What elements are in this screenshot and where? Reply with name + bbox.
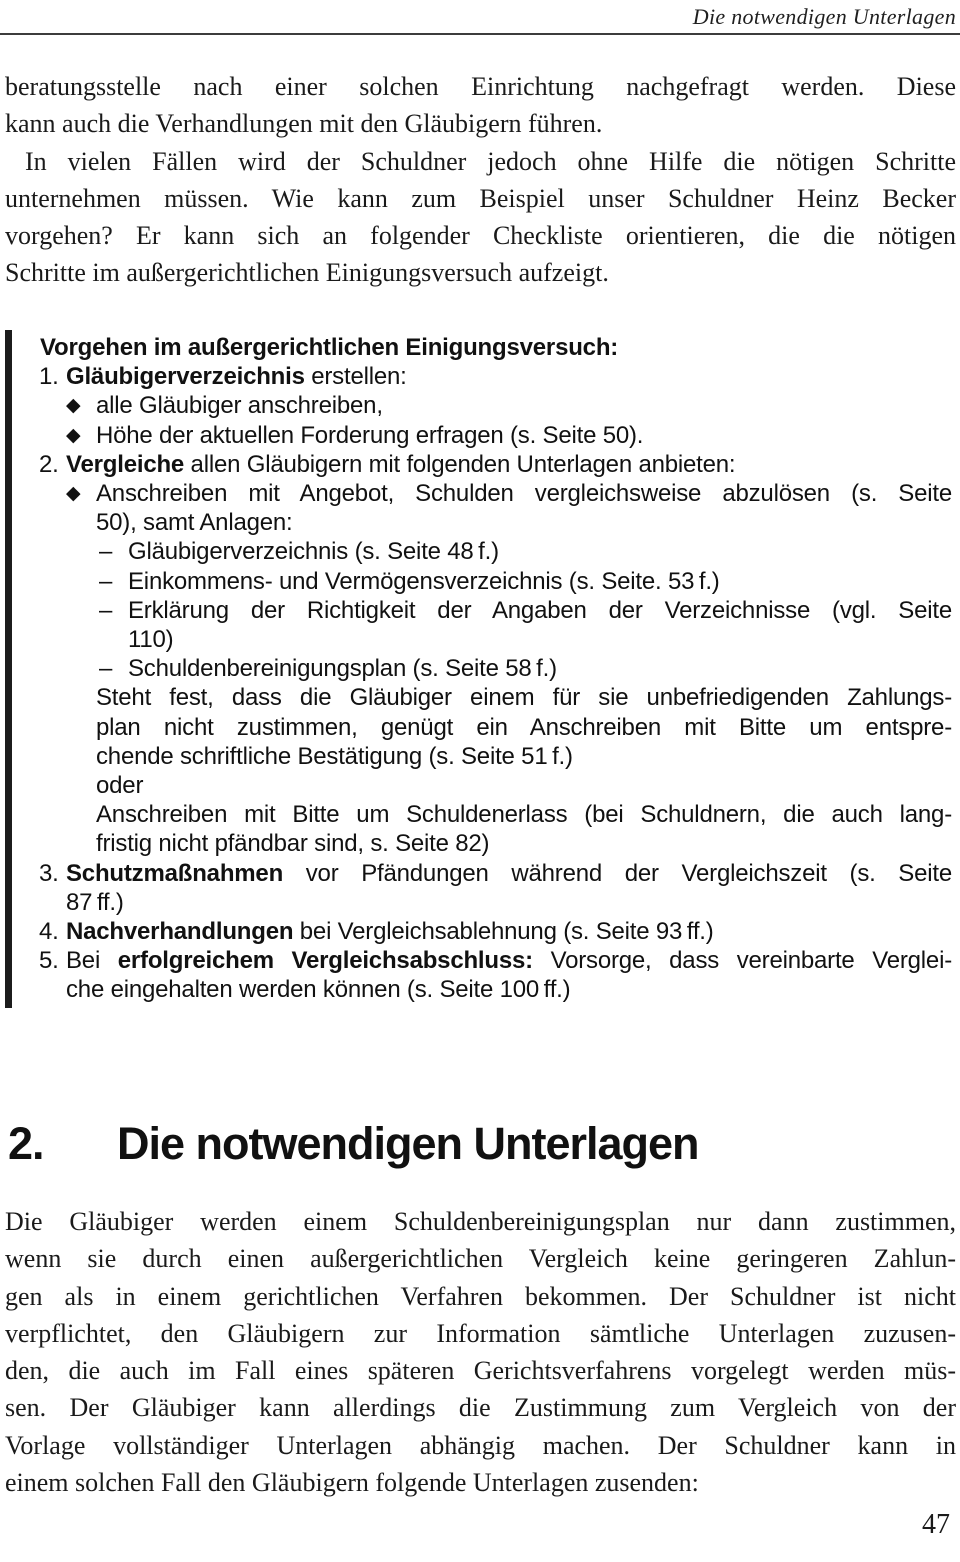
page-number: 47	[922, 1509, 950, 1540]
line-text: Die Gläubiger werden einem Schuldenbereinigungsplan nur dann zustimmen,	[5, 1207, 956, 1236]
text-line	[0, 537, 952, 566]
line-text: 50), samt Anlagen:	[96, 509, 293, 537]
line-text: Schuldenbereinigungsplan (s. Seite 58 f.)	[128, 655, 557, 683]
list-marker: –	[99, 538, 113, 566]
header-rule	[0, 33, 960, 35]
list-marker: 4.	[39, 918, 59, 946]
text-line	[5, 180, 956, 217]
list-marker: 5.	[39, 947, 59, 975]
line-text: Vorlage vollständiger Unterlagen abhängig machen. Der Schuldner kann in	[5, 1430, 956, 1460]
list-marker: 2.	[39, 450, 59, 478]
line-text: 87 ff.)	[66, 888, 124, 916]
line-text: den, die auch im Fall eines späteren Gerichtsverfahrens vorgelegt werden müs-	[5, 1356, 956, 1386]
line-text: Höhe der aktuellen Forderung erfragen (s. Seite 50).	[96, 421, 644, 449]
line-text: kann auch die Verhandlungen mit den Gläubigern führen.	[5, 109, 603, 139]
text-line	[5, 68, 956, 105]
text-line	[0, 596, 952, 625]
line-text: Schutzmaßnahmen vor Pfändungen während der Vergleichszeit (s. Seite	[66, 859, 952, 887]
line-text: In vielen Fällen wird der Schuldner jedoch ohne Hilfe die nötigen Schritte	[25, 146, 956, 176]
line-text: plan nicht zustimmen, genügt ein Anschreiben mit Bitte um entspre-	[96, 713, 952, 741]
text-line	[0, 888, 952, 917]
line-text: Vorgehen im außergerichtlichen Einigungsversuch:	[40, 334, 619, 361]
line-text: vorgehen? Er kann sich an folgender Checkliste orientieren, die die nötigen	[5, 221, 956, 251]
text-line	[5, 217, 956, 254]
line-text: Einkommens- und Vermögensverzeichnis (s. Seite. 53 f.)	[128, 567, 720, 595]
line-text: chende schriftliche Bestätigung (s. Seite 51 f.)	[96, 742, 573, 770]
text-line	[5, 1464, 956, 1501]
line-text: wenn sie durch einen außergerichtlichen Vergleich keine geringeren Zahlun-	[5, 1244, 956, 1274]
text-line	[5, 1352, 956, 1389]
diamond-bullet-icon: ◆	[66, 483, 81, 505]
text-line	[0, 421, 952, 450]
text-line	[0, 975, 952, 1004]
text-line	[0, 479, 952, 508]
list-marker: –	[99, 655, 113, 683]
line-text: Gläubigerverzeichnis (s. Seite 48 f.)	[128, 538, 499, 566]
text-line	[0, 450, 952, 479]
text-line	[0, 362, 952, 391]
text-line	[5, 1427, 956, 1464]
line-text: Anschreiben mit Angebot, Schulden vergleichsweise abzulösen (s. Seite	[96, 480, 952, 508]
line-text: Nachverhandlungen bei Vergleichsablehnung (s. Seite 93 ff.)	[66, 918, 714, 946]
text-line	[0, 917, 952, 946]
text-line	[5, 1278, 956, 1315]
text-line	[0, 683, 952, 712]
text-line	[0, 946, 952, 975]
text-line	[0, 829, 952, 858]
line-text: Anschreiben mit Bitte um Schuldenerlass (bei Schuldnern, die auch lang-	[96, 801, 952, 829]
line-text: oder	[96, 772, 144, 800]
line-text: Schritte im außergerichtlichen Einigungsversuch aufzeigt.	[5, 258, 609, 288]
text-line	[0, 800, 952, 829]
text-line	[0, 859, 952, 888]
text-line	[5, 105, 956, 142]
diamond-bullet-icon: ◆	[66, 395, 81, 417]
text-line	[0, 625, 952, 654]
list-marker: –	[99, 567, 113, 595]
list-marker: 3.	[39, 859, 59, 887]
section-number: 2.	[8, 1118, 44, 1169]
line-text: gen als in einem gerichtlichen Verfahren bekommen. Der Schuldner ist nicht	[5, 1281, 956, 1311]
running-header-title: Die notwendigen Unterlagen	[692, 4, 956, 29]
checklist-box	[0, 333, 952, 1005]
line-text: fristig nicht pfändbar sind, s. Seite 82)	[96, 830, 490, 858]
line-text: alle Gläubiger anschreiben,	[96, 392, 383, 420]
diamond-bullet-icon: ◆	[66, 424, 81, 446]
line-text: unternehmen müssen. Wie kann zum Beispiel unser Schuldner Heinz Becker	[5, 183, 956, 213]
text-line	[5, 1203, 956, 1240]
list-marker: 1.	[39, 363, 59, 391]
text-line	[5, 1315, 956, 1352]
text-line	[0, 508, 952, 537]
line-text: einem solchen Fall den Gläubigern folgende Unterlagen zusenden:	[5, 1468, 699, 1498]
text-line	[5, 143, 956, 180]
text-line	[5, 254, 956, 291]
text-line	[0, 391, 952, 420]
line-text: beratungsstelle nach einer solchen Einrichtung nachgefragt werden. Diese	[5, 72, 956, 101]
line-text: 110)	[128, 626, 174, 654]
line-text: Vergleiche allen Gläubigern mit folgenden Unterlagen anbieten:	[66, 450, 736, 478]
intro-paragraphs	[5, 68, 956, 292]
text-line	[0, 333, 952, 362]
line-text: Gläubigerverzeichnis erstellen:	[66, 363, 407, 391]
text-line	[0, 654, 952, 683]
line-text: Bei erfolgreichem Vergleichsabschluss: Vorsorge, dass vereinbarte Verglei-	[66, 947, 952, 975]
text-line	[5, 1389, 956, 1426]
line-text: verpflichtet, den Gläubigern zur Information sämtliche Unterlagen zuzusen-	[5, 1318, 956, 1348]
line-text: Steht fest, dass die Gläubiger einem für sie unbefriedigenden Zahlungs-	[96, 684, 952, 712]
text-line	[0, 567, 952, 596]
text-line	[0, 713, 952, 742]
list-marker: –	[99, 596, 113, 624]
section-title: Die notwendigen Unterlagen	[117, 1118, 699, 1169]
text-line	[5, 1240, 956, 1277]
body-paragraph	[5, 1203, 956, 1501]
text-line	[0, 742, 952, 771]
section-heading	[8, 1118, 952, 1170]
text-line	[0, 771, 952, 800]
line-text: che eingehalten werden können (s. Seite 100 ff.)	[66, 976, 571, 1004]
line-text: sen. Der Gläubiger kann allerdings die Zustimmung zum Vergleich von der	[5, 1393, 956, 1423]
line-text: Erklärung der Richtigkeit der Angaben der Verzeichnisse (vgl. Seite	[128, 596, 952, 624]
